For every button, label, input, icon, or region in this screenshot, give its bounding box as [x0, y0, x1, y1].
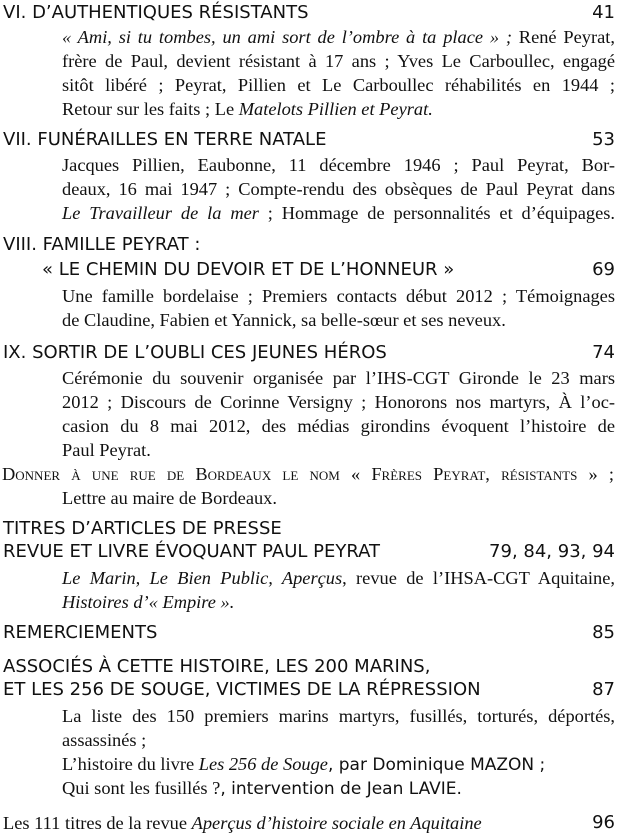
section-8-line-1: Une famille bordelaise ; Premiers contacts début 2012 ; Témoignages	[62, 286, 615, 306]
section-8-subtitle: « LE CHEMIN DU DEVOIR ET DE L’HONNEUR »	[42, 259, 455, 280]
section-8-line-2: de Claudine, Fabien et Yannick, sa belle-sœur et ses neveux.	[62, 310, 506, 330]
section-6-title: VI. D’AUTHENTIQUES RÉSISTANTS	[3, 2, 309, 23]
associates-line-3: L’histoire du livre Les 256 de Souge, par Dominique MAZON ;	[62, 754, 546, 775]
press-heading-1	[3, 517, 615, 541]
press-line-2: Histoires d’« Empire ».	[62, 592, 235, 612]
footer-text: Les 111 titres de la revue Aperçus d’histoire sociale en Aquitaine	[3, 813, 482, 833]
section-8-page: 69	[592, 259, 615, 280]
section-9-line-2: 2012 ; Discours de Corinne Versigny ; Honorons nos martyrs, À l’oc-	[62, 392, 615, 412]
thanks-page: 85	[592, 622, 615, 643]
section-6-line-1: « Ami, si tu tombes, un ami sort de l’ombre à ta place » ; René Peyrat,	[62, 27, 615, 47]
section-8-heading	[3, 233, 615, 257]
section-7-line-2: deaux, 16 mai 1947 ; Compte-rendu des obsèques de Paul Peyrat dans	[62, 179, 615, 199]
section-6-line-2: frère de Paul, devient résistant à 17 ans ; Yves Le Carboullec, engagé	[62, 51, 615, 71]
footer-page: 96	[592, 812, 615, 833]
thanks-heading	[3, 621, 615, 645]
section-9-line-4: Paul Peyrat.	[62, 440, 151, 460]
associates-line-4: Qui sont les fusillés ?, intervention de Jean LAVIE.	[62, 778, 462, 799]
section-9-page: 74	[592, 342, 615, 363]
section-7-line-1: Jacques Pillien, Eaubonne, 11 décembre 1946 ; Paul Peyrat, Bor-	[62, 155, 615, 175]
associates-page: 87	[592, 679, 615, 700]
footer-line	[3, 811, 615, 835]
associates-heading-2	[3, 678, 615, 702]
section-9-line-3: casion du 8 mai 2012, des médias girondins évoquent l’histoire de	[62, 416, 615, 436]
associates-line-2: assassinés ;	[62, 730, 147, 750]
section-6-heading	[3, 1, 615, 25]
street-name-title: Donner à une rue de Bordeaux le nom « Frères Peyrat, résistants » ;	[2, 464, 614, 484]
press-title-1: TITRES D’ARTICLES DE PRESSE	[3, 518, 282, 539]
street-name-line: Lettre au maire de Bordeaux.	[62, 488, 277, 508]
press-pages: 79, 84, 93, 94	[489, 541, 615, 562]
associates-heading-1	[3, 655, 615, 679]
press-line-1: Le Marin, Le Bien Public, Aperçus, revue de l’IHSA-CGT Aquitaine,	[62, 568, 615, 588]
section-8-title: VIII. FAMILLE PEYRAT :	[3, 234, 201, 255]
section-6-line-4: Retour sur les faits ; Le Matelots Pillien et Peyrat.	[62, 99, 433, 119]
section-7-page: 53	[592, 129, 615, 150]
section-9-line-1: Cérémonie du souvenir organisée par l’IHS-CGT Gironde le 23 mars	[62, 368, 615, 388]
section-9-heading	[3, 341, 615, 365]
section-7-title: VII. FUNÉRAILLES EN TERRE NATALE	[3, 129, 327, 150]
section-9-title: IX. SORTIR DE L’OUBLI CES JEUNES HÉROS	[3, 342, 387, 363]
section-8-subheading	[42, 258, 615, 282]
section-6-page: 41	[592, 2, 615, 23]
section-6-line-3: sitôt libéré ; Peyrat, Pillien et Le Carboullec réhabilités en 1944 ;	[62, 75, 615, 95]
associates-line-1: La liste des 150 premiers marins martyrs, fusillés, torturés, déportés,	[62, 706, 615, 726]
section-7-line-3: Le Travailleur de la mer ; Hommage de personnalités et d’équipages.	[62, 203, 616, 223]
associates-title-2: ET LES 256 DE SOUGE, VICTIMES DE LA RÉPRESSION	[3, 679, 481, 700]
press-heading-2	[3, 540, 615, 564]
thanks-title: REMERCIEMENTS	[3, 622, 158, 643]
associates-title-1: ASSOCIÉS À CETTE HISTOIRE, LES 200 MARINS,	[3, 656, 431, 677]
press-title-2: REVUE ET LIVRE ÉVOQUANT PAUL PEYRAT	[3, 541, 381, 562]
section-7-heading	[3, 128, 615, 152]
